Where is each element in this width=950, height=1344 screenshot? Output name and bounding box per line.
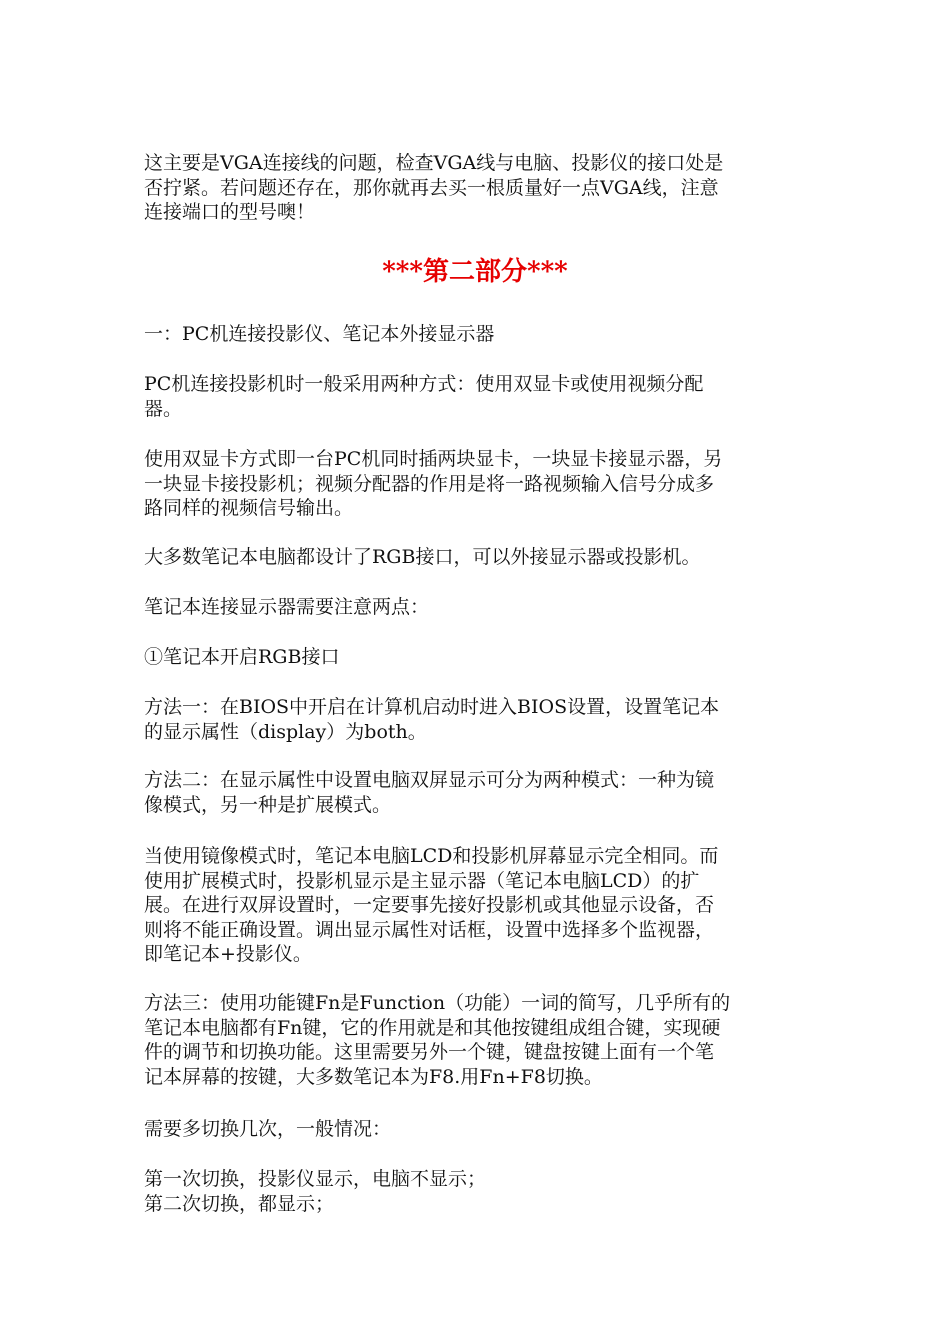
- text-line: 路同样的视频信号输出。: [144, 497, 354, 520]
- section-heading: [144, 322, 808, 347]
- text-line: 则将不能正确设置。调出显示属性对话框，设置中选择多个监视器，: [144, 918, 715, 941]
- section-title: ***第二部分***: [382, 257, 568, 287]
- text-line: 否拧紧。若问题还存在，那你就再去买一根质量好一点VGA线，注意: [144, 176, 719, 199]
- text-line: 方法二：在显示属性中设置电脑双屏显示可分为两种模式：一种为镜: [144, 769, 715, 791]
- text-line: 使用扩展模式时，投影机显示是主显示器（笔记本电脑LCD）的扩: [144, 869, 700, 892]
- text-line: 的显示属性（display）为both。: [144, 720, 427, 743]
- paragraph-step-one: [144, 645, 808, 670]
- paragraph-method-two: [144, 768, 808, 817]
- paragraph-dual-graphics: [144, 447, 808, 521]
- paragraph-switch-list: [144, 1167, 808, 1216]
- paragraph-switch-times: [144, 1117, 808, 1142]
- text-line: 这主要是VGA连接线的问题，检查VGA线与电脑、投影仪的接口处是: [144, 152, 724, 174]
- paragraph-mirror-extend: [144, 844, 808, 967]
- text-line: 一：PC机连接投影仪、笔记本外接显示器: [144, 323, 495, 345]
- paragraph-pc-projector: [144, 372, 808, 421]
- text-line: 方法一：在BIOS中开启在计算机启动时进入BIOS设置，设置笔记本: [144, 696, 720, 718]
- text-line: 展。在进行双屏设置时，一定要事先接好投影机或其他显示设备，否: [144, 894, 715, 917]
- text-line: 大多数笔记本电脑都设计了RGB接口，可以外接显示器或投影机。: [144, 546, 701, 568]
- text-line: 第二次切换，都显示；: [144, 1192, 335, 1215]
- text-line: 件的调节和切换功能。这里需要另外一个键，键盘按键上面有一个笔: [144, 1041, 715, 1064]
- paragraph-method-one: [144, 695, 808, 744]
- text-line: 使用双显卡方式即一台PC机同时插两块显卡，一块显卡接显示器，另: [144, 448, 723, 470]
- text-line: ①笔记本开启RGB接口: [144, 646, 340, 668]
- text-line: 方法三：使用功能键Fn是Function（功能）一词的简写，几乎所有的: [144, 992, 731, 1014]
- text-line: 记本屏幕的按键，大多数笔记本为F8.用Fn+F8切换。: [144, 1065, 603, 1088]
- text-line: 笔记本连接显示器需要注意两点：: [144, 596, 430, 618]
- text-line: 一块显卡接投影机；视频分配器的作用是将一路视频输入信号分成多: [144, 472, 715, 495]
- intro-paragraph: [144, 151, 808, 225]
- text-line: 笔记本电脑都有Fn键，它的作用就是和其他按键组成组合键，实现硬: [144, 1016, 721, 1039]
- text-line: 器。: [144, 397, 183, 420]
- text-line: 需要多切换几次，一般情况：: [144, 1118, 392, 1140]
- paragraph-rgb-interface: [144, 545, 808, 570]
- paragraph-notes: [144, 595, 808, 620]
- paragraph-method-three: [144, 991, 808, 1089]
- text-line: 连接端口的型号噢！: [144, 201, 316, 224]
- text-line: 像模式，另一种是扩展模式。: [144, 793, 392, 816]
- text-line: PC机连接投影机时一般采用两种方式：使用双显卡或使用视频分配: [144, 373, 704, 395]
- text-line: 第一次切换，投影仪显示，电脑不显示；: [144, 1168, 487, 1190]
- text-line: 即笔记本+投影仪。: [144, 943, 312, 966]
- text-line: 当使用镜像模式时，笔记本电脑LCD和投影机屏幕显示完全相同。而: [144, 845, 719, 867]
